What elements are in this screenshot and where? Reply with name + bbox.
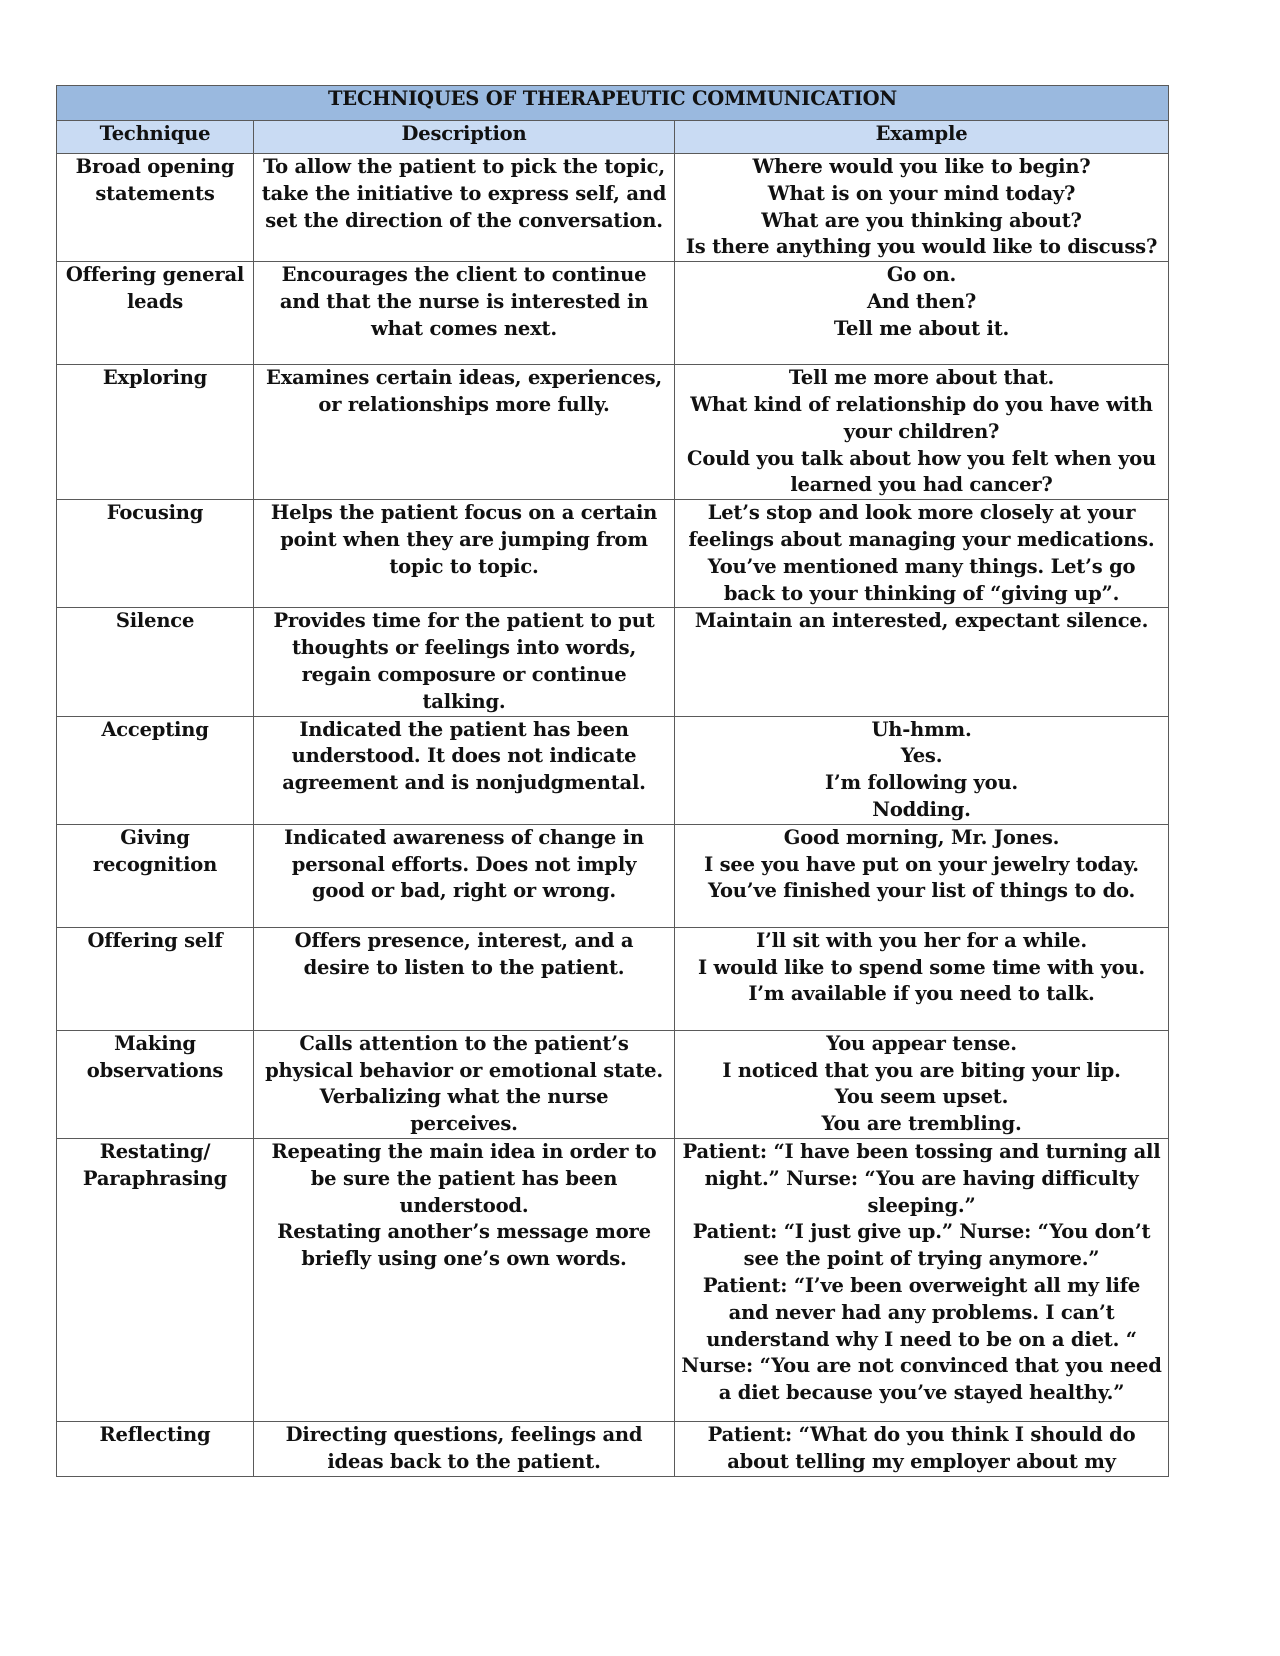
- table-body: [57, 154, 1169, 1477]
- table-row: [57, 716, 1169, 824]
- description-text-line: or relationships more fully.: [318, 392, 610, 416]
- example-text-line: learned you had cancer?: [790, 473, 1053, 497]
- technique-text-line: Reflecting: [99, 1422, 211, 1446]
- technique-text-line: Accepting: [101, 717, 209, 741]
- description-cell: [254, 1421, 675, 1476]
- description-text-line: Calls attention to the patient’s: [299, 1031, 629, 1055]
- description-text-line: personal efforts. Does not imply: [291, 852, 637, 876]
- example-text-line: You seem upset.: [834, 1085, 1009, 1109]
- example-text-line: Maintain an interested, expectant silence.: [694, 609, 1149, 633]
- table-row: [57, 1138, 1169, 1421]
- example-text-line: Nodding.: [872, 797, 971, 821]
- description-text-line: Indicated the patient has been: [299, 717, 629, 741]
- example-text-line: Yes.: [900, 744, 943, 768]
- description-text-line: Directing questions, feelings and: [285, 1422, 643, 1446]
- description-text-line: Helps the patient focus on a certain: [270, 501, 658, 525]
- description-text-line: Indicated awareness of change in: [284, 825, 644, 849]
- description-text-line: understood.: [399, 1193, 529, 1217]
- example-text-line: You’ve mentioned many things. Let’s go: [707, 554, 1136, 578]
- technique-text-line: Focusing: [106, 501, 204, 525]
- description-text-line: topic to topic.: [389, 554, 539, 578]
- table-row: [57, 608, 1169, 716]
- technique-cell: [57, 1138, 254, 1421]
- table-title-row: [57, 86, 1169, 121]
- description-text-line: ideas back to the patient.: [327, 1449, 601, 1473]
- example-text-line: your children?: [843, 419, 1000, 443]
- description-text-line: regain composure or continue: [301, 662, 627, 686]
- example-text-line: You’ve finished your list of things to do.: [707, 879, 1136, 903]
- header-example: Example: [675, 121, 1169, 154]
- example-cell: [675, 927, 1169, 1030]
- description-text-line: point when they are jumping from: [280, 527, 648, 551]
- example-text-line: and never had any problems. I can’t: [728, 1300, 1115, 1324]
- technique-cell: [57, 1421, 254, 1476]
- example-cell: [675, 500, 1169, 608]
- example-text-line: Patient: “I just give up.” Nurse: “You don’t: [692, 1220, 1151, 1244]
- example-text-line: And then?: [866, 289, 977, 313]
- description-cell: [254, 1030, 675, 1138]
- technique-text-line: Exploring: [102, 366, 208, 390]
- description-text-line: Verbalizing what the nurse: [319, 1085, 609, 1109]
- technique-text-line: Offering self: [87, 928, 223, 952]
- example-text-line: You are trembling.: [821, 1112, 1022, 1136]
- technique-text-line: Giving: [120, 825, 190, 849]
- example-text-line: Let’s stop and look more closely at your: [707, 501, 1136, 525]
- technique-cell: [57, 154, 254, 262]
- technique-cell: [57, 716, 254, 824]
- description-text-line: Provides time for the patient to put: [273, 609, 655, 633]
- example-text-line: What are you thinking about?: [761, 208, 1082, 232]
- example-text-line: sleeping.”: [867, 1193, 976, 1217]
- example-text-line: night.” Nurse: “You are having difficulty: [704, 1166, 1139, 1190]
- description-text-line: Offers presence, interest, and a: [294, 928, 634, 952]
- example-cell: [675, 154, 1169, 262]
- header-description: Description: [254, 121, 675, 154]
- description-text-line: Encourages the client to continue: [281, 263, 647, 287]
- description-text-line: Examines certain ideas, experiences,: [266, 366, 662, 390]
- table-row: [57, 262, 1169, 365]
- technique-cell: [57, 500, 254, 608]
- technique-text-line: Making: [114, 1031, 196, 1055]
- example-text-line: feelings about managing your medications.: [688, 527, 1155, 551]
- description-cell: [254, 154, 675, 262]
- table-row: [57, 365, 1169, 500]
- table-row: [57, 1030, 1169, 1138]
- description-text-line: briefly using one’s own words.: [301, 1247, 627, 1271]
- example-cell: [675, 824, 1169, 927]
- example-cell: [675, 608, 1169, 716]
- table-header-row: [57, 121, 1169, 154]
- example-text-line: Could you talk about how you felt when you: [687, 446, 1156, 470]
- example-text-line: You appear tense.: [826, 1031, 1017, 1055]
- header-technique: Technique: [57, 121, 254, 154]
- technique-text-line: Offering general: [65, 263, 245, 287]
- example-text-line: see the point of trying anymore.”: [743, 1247, 1100, 1271]
- description-text-line: physical behavior or emotional state.: [265, 1058, 663, 1082]
- technique-cell: [57, 824, 254, 927]
- technique-text-line: statements: [95, 181, 215, 205]
- example-text-line: understand why I need to be on a diet. “: [706, 1327, 1137, 1351]
- technique-cell: [57, 1030, 254, 1138]
- example-text-line: Patient: “I have been tossing and turning all: [682, 1139, 1161, 1163]
- description-text-line: perceives.: [410, 1112, 518, 1136]
- example-text-line: I’ll sit with you her for a while.: [756, 928, 1087, 952]
- technique-text-line: Broad opening: [75, 155, 235, 178]
- table-title: TECHNIQUES OF THERAPEUTIC COMMUNICATION: [57, 86, 1169, 121]
- description-text-line: talking.: [422, 689, 506, 713]
- description-cell: [254, 824, 675, 927]
- description-text-line: Restating another’s message more: [277, 1220, 651, 1244]
- technique-text-line: leads: [126, 289, 184, 313]
- description-text-line: Repeating the main idea in order to: [271, 1139, 657, 1163]
- example-text-line: Is there anything you would like to discuss?: [685, 235, 1158, 259]
- technique-text-line: Silence: [115, 609, 195, 633]
- description-text-line: take the initiative to express self, and: [261, 181, 667, 205]
- example-text-line: Good morning, Mr. Jones.: [783, 825, 1060, 849]
- example-text-line: Where would you like to begin?: [752, 155, 1091, 178]
- description-text-line: agreement and is nonjudgmental.: [282, 771, 646, 795]
- example-cell: [675, 262, 1169, 365]
- example-text-line: Patient: “I’ve been overweight all my life: [702, 1273, 1141, 1297]
- description-text-line: set the direction of the conversation.: [265, 208, 663, 232]
- technique-cell: [57, 927, 254, 1030]
- techniques-table: [56, 85, 1169, 1477]
- description-text-line: To allow the patient to pick the topic,: [263, 155, 665, 178]
- example-text-line: Nurse: “You are not convinced that you need: [681, 1354, 1162, 1378]
- example-text-line: Tell me about it.: [833, 316, 1010, 340]
- example-text-line: What is on your mind today?: [767, 181, 1076, 205]
- technique-cell: [57, 365, 254, 500]
- example-cell: [675, 716, 1169, 824]
- table-row: [57, 154, 1169, 262]
- description-text-line: good or bad, right or wrong.: [311, 879, 617, 903]
- description-text-line: be sure the patient has been: [310, 1166, 618, 1190]
- example-text-line: Uh-hmm.: [871, 717, 972, 741]
- description-cell: [254, 608, 675, 716]
- example-text-line: back to your thinking of “giving up”.: [723, 581, 1120, 605]
- description-cell: [254, 262, 675, 365]
- technique-cell: [57, 262, 254, 365]
- example-text-line: What kind of relationship do you have with: [690, 392, 1153, 416]
- technique-text-line: Restating/: [99, 1139, 211, 1163]
- example-text-line: I noticed that you are biting your lip.: [722, 1058, 1121, 1082]
- example-text-line: I see you have put on your jewelry today.: [704, 852, 1139, 876]
- description-text-line: what comes next.: [371, 316, 557, 340]
- description-cell: [254, 365, 675, 500]
- example-text-line: a diet because you’ve stayed healthy.”: [718, 1381, 1125, 1405]
- table-row: [57, 1421, 1169, 1476]
- description-text-line: desire to listen to the patient.: [303, 955, 625, 979]
- example-text-line: Patient: “What do you think I should do: [707, 1422, 1136, 1446]
- example-text-line: Go on.: [886, 263, 957, 287]
- example-text-line: about telling my employer about my: [727, 1449, 1116, 1473]
- technique-cell: [57, 608, 254, 716]
- example-cell: [675, 1138, 1169, 1421]
- document-page: [56, 85, 1168, 1477]
- description-cell: [254, 500, 675, 608]
- example-text-line: Tell me more about that.: [788, 366, 1055, 390]
- description-text-line: and that the nurse is interested in: [279, 289, 649, 313]
- example-cell: [675, 1421, 1169, 1476]
- description-text-line: understood. It does not indicate: [291, 744, 637, 768]
- technique-text-line: recognition: [92, 852, 218, 876]
- description-text-line: thoughts or feelings into words,: [291, 636, 637, 660]
- example-cell: [675, 1030, 1169, 1138]
- example-cell: [675, 365, 1169, 500]
- table-row: [57, 927, 1169, 1030]
- table-row: [57, 500, 1169, 608]
- description-cell: [254, 1138, 675, 1421]
- description-cell: [254, 716, 675, 824]
- description-cell: [254, 927, 675, 1030]
- example-text-line: I would like to spend some time with you.: [698, 955, 1145, 979]
- table-row: [57, 824, 1169, 927]
- technique-text-line: Paraphrasing: [82, 1166, 228, 1190]
- technique-text-line: observations: [86, 1058, 224, 1082]
- example-text-line: I’m available if you need to talk.: [748, 982, 1095, 1006]
- example-text-line: I’m following you.: [824, 771, 1019, 795]
